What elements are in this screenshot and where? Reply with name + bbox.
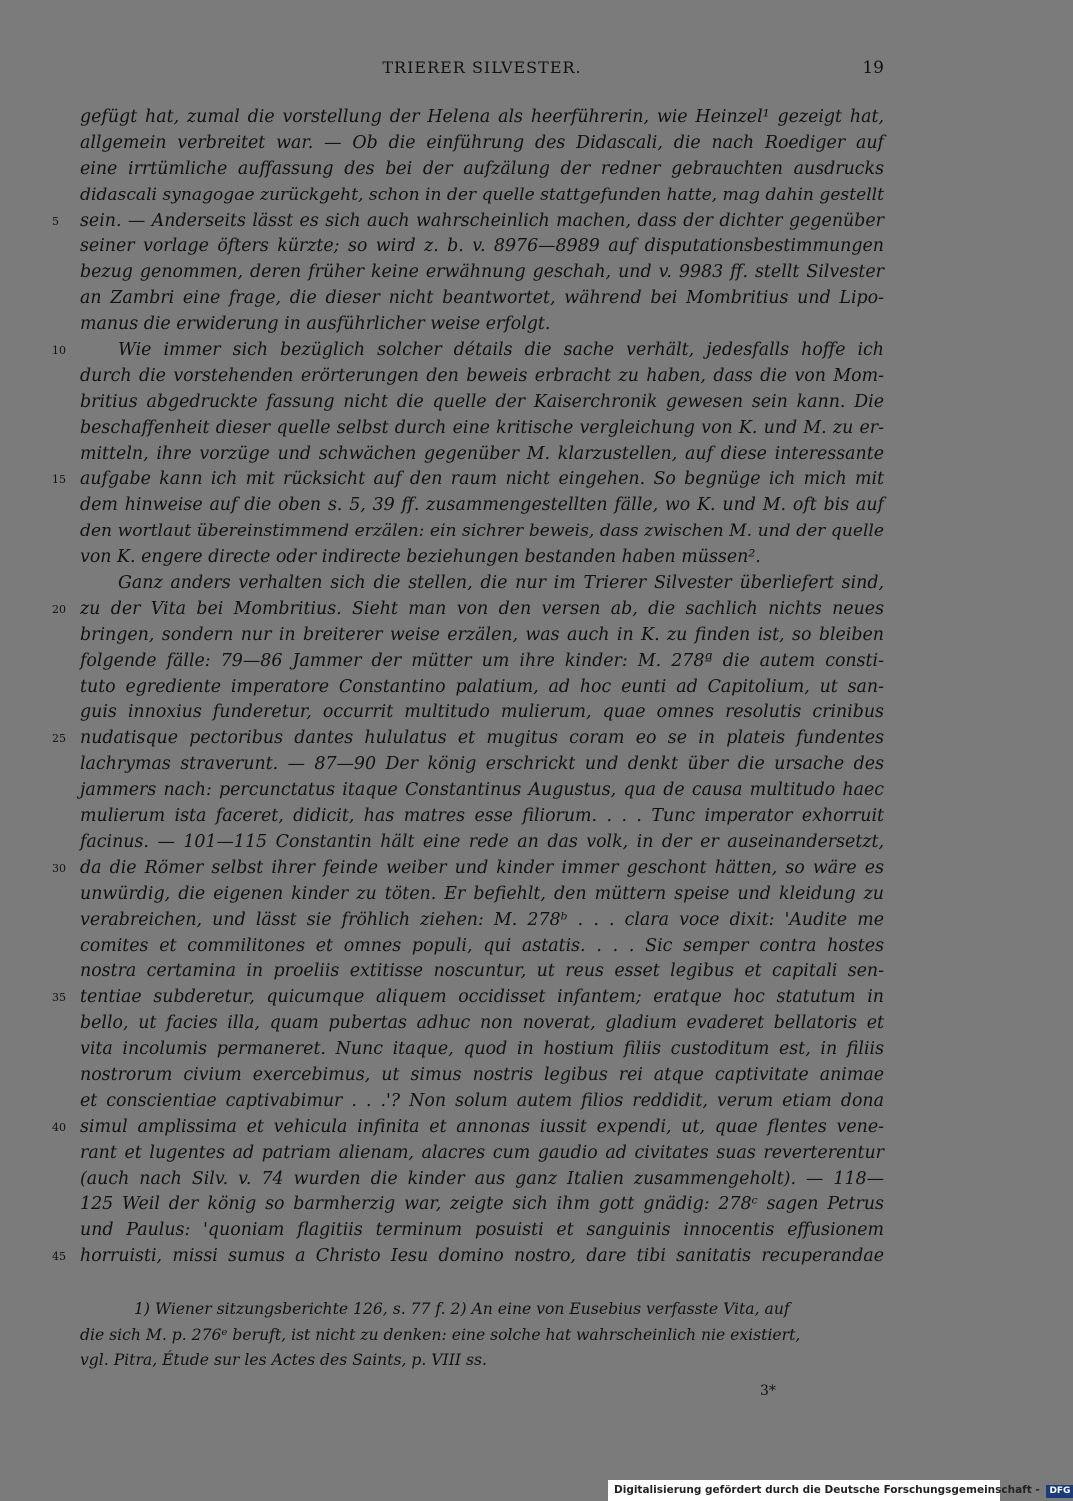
text-line (80, 286, 884, 312)
line-text: an Zambri eine frage, die dieser nicht beantwortet, während bei Mombritius und Lipo- (80, 288, 884, 309)
line-number: 5 (52, 214, 59, 228)
text-line (80, 1089, 884, 1115)
text-line (80, 519, 884, 545)
footnote-line: 1) Wiener sitzungsberichte 126, s. 77 f. 2) An eine von Eusebius verfasste Vita, auf (134, 1300, 790, 1318)
text-line (80, 700, 884, 726)
text-line (80, 778, 884, 804)
line-text: aufgabe kann ich mit rücksicht auf den raum nicht eingehen. So begnüge ich mich mit (80, 469, 884, 490)
text-line (80, 752, 884, 778)
line-text: seiner vorlage öfters kürzte; so wird z. b. v. 8976—8989 auf disputationsbestimmungen (80, 236, 884, 257)
body-text (52, 105, 884, 1270)
text-line (80, 1141, 884, 1167)
text-line (80, 908, 884, 934)
line-text: mitteln, ihre vorzüge und schwächen gegenüber M. klarzustellen, auf diese interessante (80, 443, 884, 464)
line-number: 45 (52, 1250, 66, 1264)
line-text: Ganz anders verhalten sich die stellen, die nur im Trierer Silvester überliefert sind, (118, 573, 884, 594)
text-line (52, 856, 884, 882)
text-line (80, 882, 884, 908)
line-text: tentiae subderetur, quicumque aliquem occidisset infantem; eratque hoc statutum in (80, 987, 884, 1008)
line-text: facinus. — 101—115 Constantin hält eine rede an das volk, in der er auseinandersetzt, (80, 831, 884, 852)
line-text: simul amplissima et vehicula infinita et annonas iussit expendi, ut, quae flentes vene- (80, 1116, 884, 1137)
text-line (80, 390, 884, 416)
text-line (80, 1011, 884, 1037)
line-text: beschaffenheit dieser quelle selbst durch eine kritische vergleichung von K. und M. zu er- (80, 417, 884, 438)
line-text: dem hinweise auf die oben s. 5, 39 ff. zusammengestellten fälle, wo K. und M. oft bis auf (80, 495, 884, 516)
text-line (80, 312, 884, 338)
line-text: zu der Vita bei Mombritius. Sieht man von den versen ab, die sachlich nichts neues (80, 598, 884, 619)
line-text: bringen, sondern nur in breiterer weise erzälen, was auch in K. zu finden ist, so bleiben (80, 624, 884, 645)
text-line (80, 416, 884, 442)
line-text: bezug genommen, deren früher keine erwähnung geschah, und v. 9983 ff. stellt Silvester (80, 262, 884, 283)
text-line (52, 597, 884, 623)
line-text: den wortlaut übereinstimmend erzälen: ein sichrer beweis, dass zwischen M. und der quelle (80, 521, 884, 542)
text-line (80, 545, 884, 571)
text-line (80, 157, 884, 183)
line-number: 10 (52, 344, 66, 358)
text-line (80, 234, 884, 260)
dfg-banner-text: Digitalisierung gefördert durch die Deutsche Forschungsgemeinschaft - (614, 1484, 1040, 1496)
page-header (80, 58, 884, 82)
text-line (80, 1192, 884, 1218)
text-line (80, 959, 884, 985)
line-text: comites et commilitones et omnes populi, qui astatis. . . . Sic semper contra hostes (80, 935, 884, 956)
line-text: bello, ut facies illa, quam pubertas adhuc non noverat, gladium evaderet bellatoris et (80, 1013, 884, 1034)
line-text: rant et lugentes ad patriam alienam, alacres cum gaudio ad civitates suas reverterentur (80, 1142, 884, 1163)
text-line (80, 131, 884, 157)
text-line (80, 1037, 884, 1063)
line-text: vita incolumis permaneret. Nunc itaque, quod in hostium filiis custoditum est, in filiis (80, 1039, 884, 1060)
line-text: horruisti, missi sumus a Christo Iesu domino nostro, dare tibi sanitatis recuperandae (80, 1246, 884, 1267)
line-text: jammers nach: percunctatus itaque Constantinus Augustus, qua de causa multitudo haec (80, 780, 884, 801)
line-text: unwürdig, die eigenen kinder zu töten. Er befiehlt, den müttern speise und kleidung zu (80, 883, 884, 904)
line-text: sein. — Anderseits lässt es sich auch wahrscheinlich machen, dass der dichter gegenüber (80, 210, 884, 231)
text-line (80, 1218, 884, 1244)
text-line (80, 364, 884, 390)
line-number: 25 (52, 732, 66, 746)
text-line (80, 260, 884, 286)
text-line (52, 726, 884, 752)
text-line (80, 934, 884, 960)
line-text: nudatisque pectoribus dantes hululatus et mugitus coram eo se in plateis fundentes (80, 728, 884, 749)
line-text: da die Römer selbst ihrer feinde weiber und kinder immer geschont hätten, so wäre es (80, 857, 884, 878)
text-line (52, 1244, 884, 1270)
dfg-banner (608, 1480, 1071, 1501)
text-line (52, 1115, 884, 1141)
text-line (80, 1063, 884, 1089)
text-line (80, 804, 884, 830)
line-text: manus die erwiderung in ausführlicher weise erfolgt. (80, 314, 551, 335)
line-text: allgemein verbreitet war. — Ob die einführung des Didascali, die nach Roediger auf (80, 132, 884, 153)
line-number: 15 (52, 473, 66, 487)
page-number: 19 (862, 58, 884, 78)
line-number: 40 (52, 1120, 66, 1134)
text-line (52, 467, 884, 493)
line-text: guis innoxius funderetur, occurrit multitudo mulierum, quae omnes resolutis crinibus (80, 702, 884, 723)
line-text: durch die vorstehenden erörterungen den beweis erbracht zu haben, dass die von Mom- (80, 365, 884, 386)
line-text: britius abgedruckte fassung nicht die quelle der Kaiserchronik gewesen sein kann. Die (80, 391, 884, 412)
line-text: lachrymas straverunt. — 87—90 Der könig erschrickt und denkt über die ursache des (80, 754, 884, 775)
text-line (80, 571, 884, 597)
running-title: TRIERER SILVESTER. (382, 58, 582, 77)
text-line (80, 442, 884, 468)
line-text: verabreichen, und lässt sie fröhlich ziehen: M. 278ᵇ . . . clara voce dixit: 'Audite me (80, 909, 884, 930)
line-text: nostrorum civium exercebimus, ut simus nostris legibus rei atque captivitate animae (80, 1064, 884, 1085)
text-line (52, 985, 884, 1011)
line-text: folgende fälle: 79—86 Jammer der mütter um ihre kinder: M. 278ª die autem consti- (80, 650, 884, 671)
line-text: und Paulus: 'quoniam flagitiis terminum posuisti et sanguinis innocentis effusionem (80, 1220, 884, 1241)
line-number: 20 (52, 602, 66, 616)
line-text: didascali synagogae zurückgeht, schon in der quelle stattgefunden hatte, mag dahin gestellt (80, 184, 884, 205)
signature-mark: 3* (760, 1383, 776, 1399)
text-line (80, 493, 884, 519)
line-number: 35 (52, 991, 66, 1005)
text-line (80, 675, 884, 701)
line-text: eine irrtümliche auffassung des bei der aufzälung der redner gebrauchten ausdrucks (80, 158, 884, 179)
footnote-line: die sich M. p. 276ᵉ beruft, ist nicht zu denken: eine solche hat wahrscheinlich nie existiert, (80, 1325, 801, 1344)
line-text: nostra certamina in proeliis extitisse noscuntur, ut reus esset legibus et capitali sen- (80, 961, 884, 982)
footnotes (80, 1297, 884, 1374)
line-text: mulierum ista faceret, didicit, has matres esse filiorum. . . . Tunc imperator exhorruit (80, 806, 884, 827)
text-line (80, 830, 884, 856)
line-text: (auch nach Silv. v. 74 wurden die kinder aus ganz Italien zusammengeholt). — 118— (80, 1168, 884, 1189)
line-text: 125 Weil der könig so barmherzig war, zeigte sich ihm gott gnädig: 278ᶜ sagen Petrus (80, 1194, 884, 1215)
line-text: Wie immer sich bezüglich solcher détails die sache verhält, jedesfalls hoffe ich (118, 340, 884, 361)
text-line (80, 1167, 884, 1193)
text-line (80, 183, 884, 209)
text-line (80, 649, 884, 675)
line-number: 30 (52, 861, 66, 875)
line-text: et conscientiae captivabimur . . .'? Non solum autem filios reddidit, verum etiam dona (80, 1090, 884, 1111)
text-line (52, 338, 884, 364)
line-text: gefügt hat, zumal die vorstellung der Helena als heerführerin, wie Heinzel¹ gezeigt hat, (80, 107, 884, 127)
line-text: tuto egrediente imperatore Constantino palatium, ad hoc eunti ad Capitolium, ut san- (80, 676, 884, 697)
dfg-logo: DFG (1046, 1485, 1073, 1498)
text-line (52, 209, 884, 235)
text-line (80, 105, 884, 131)
line-text: von K. engere directe oder indirecte beziehungen bestanden haben müssen². (80, 547, 761, 568)
text-line (80, 623, 884, 649)
footnote-line: vgl. Pitra, Étude sur les Actes des Saints, p. VIII ss. (80, 1351, 487, 1369)
